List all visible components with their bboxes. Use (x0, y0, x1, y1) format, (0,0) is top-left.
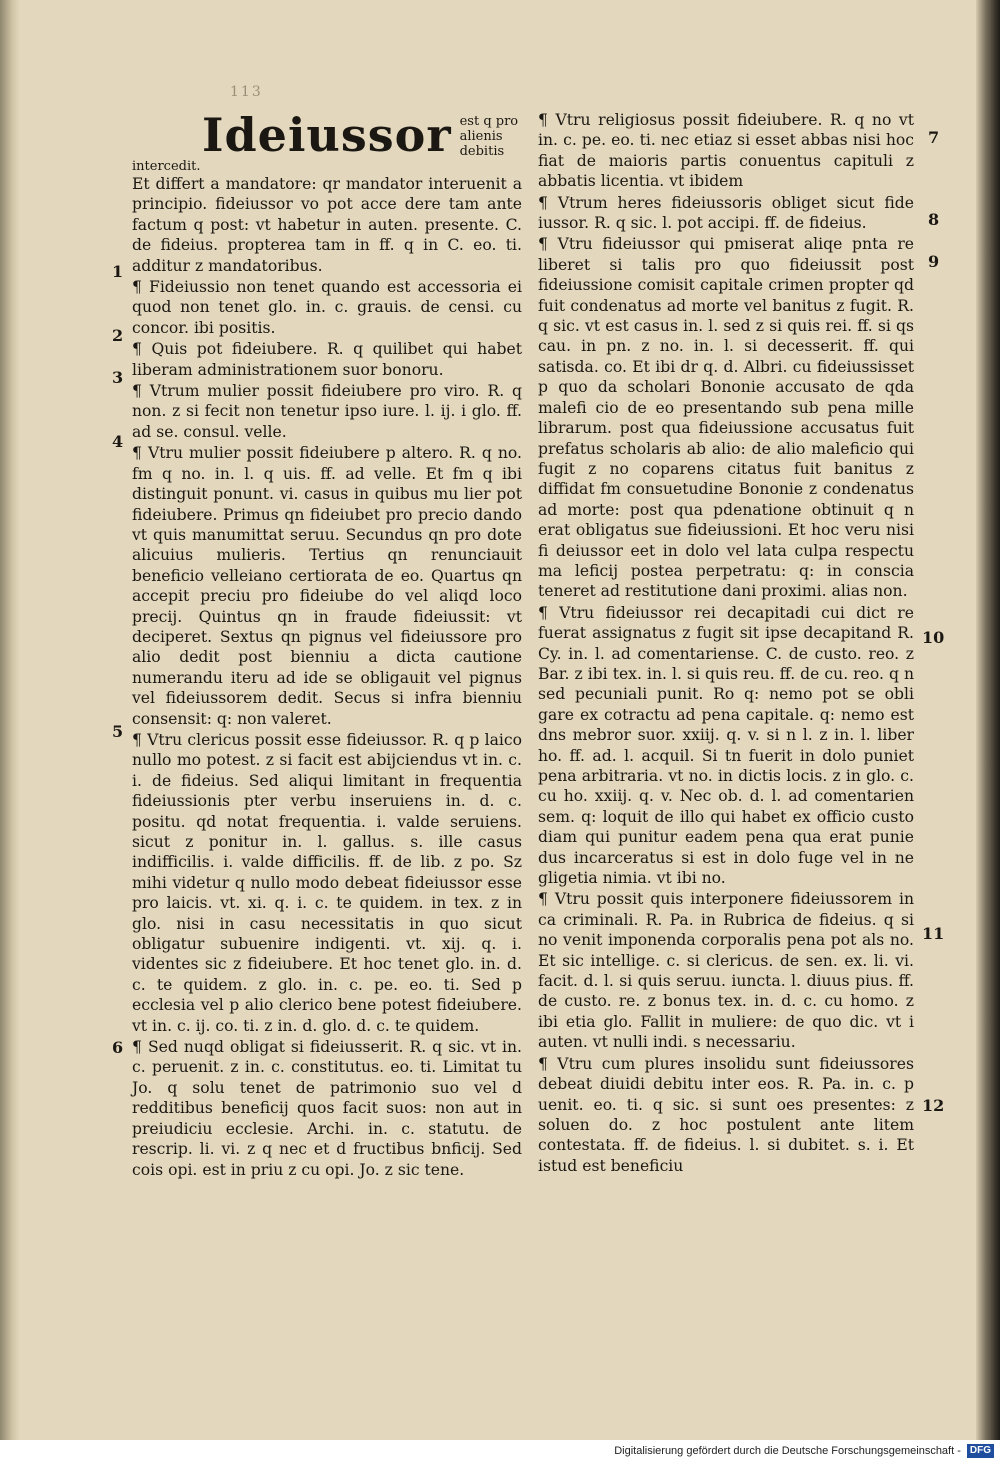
page-gutter (0, 0, 20, 1440)
footer-bar (0, 1440, 1000, 1462)
footer-credit: Digitalisierung gefördert durch die Deutsche Forschungsgemeinschaft - (614, 1445, 961, 1457)
margin-number: 4 (112, 432, 124, 451)
paragraph: ¶ Vtru fideiussor qui pmiserat aliqe pnta re liberet si talis pro quo fideiussit post fideiussione comisit capitale crimen propter qd fuit condenatus ad morte vel banitus z fugit. R. q sic. vt est casus in. l. sed z si quis rei. ff. si qs cau. in pn. z no. in. l. si decesserit. ff. qui satisda. co. Et ibi dr q. d. Albri. cu fideiussisset p quo da scholari Bononie accusato de qda malefi cio de eo presentando sub pena mille librarum. post qua fideiussione accusatus fuit prefatus scholaris ab alio: de alio maleficio qui fugit z no coparens citatus fuit banitus z diffidat fm consuetudine Bononie z condenatus ad morte: post qua pdenatione obtinuit q n erat obligatus sue fideiussioni. Et hoc veru nisi fi deiussor eet in dolo vel lata culpa respectu ma leficij postea perpetratu: q: in conscia teneret ad restitutione dani proximi. alias non. (538, 235, 914, 601)
margin-number: 9 (928, 252, 940, 271)
right-column (538, 110, 914, 1177)
margin-number: 2 (112, 326, 124, 345)
paragraph: ¶ Vtru possit quis interponere fideiussorem in ca criminali. R. Pa. in Rubrica de fideius. q si no venit imponenda corporalis pena pot als no. Et sic intellige. c. si clericus. de sen. ex. li. vi. facit. d. l. si quis seruu. iuncta. l. diuus pius. ff. de custo. re. z bonus tex. in. d. c. cu homo. z ibi etia glo. Fallit in muliere: de quo dic. vt i auten. vt nulli indi. s necessariu. (538, 890, 914, 1052)
paragraph: ¶ Vtrum heres fideiussoris obliget sicut fide iussor. R. q sic. l. pot accipi. ff. de fideius. (538, 193, 914, 233)
paragraph: Et differt a mandatore: qr mandator interuenit a principio. fideiussor vo pot acce dere tam ante factum q post: vt habetur in auten. presente. C. de fideius. propterea tam in ff. q in C. eo. ti. additur z mandatoribus. (132, 175, 522, 275)
paragraph: ¶ Vtru cum plures insolidu sunt fideiussores debeat diuidi debitu inter eos. R. Pa. in. c. p uenit. eo. ti. q sic. si sunt oes presentes: z soluen do. z hoc postulent ante litem contestata. ff. de fideius. l. si dubitet. s. i. Et istud est beneficiu (538, 1054, 914, 1175)
margin-number: 8 (928, 210, 940, 229)
paragraph: ¶ Vtru clericus possit esse fideiussor. R. q p laico nullo mo potest. z si facit est abijciendus vt in. c. i. de fideius. Sed aliqui limitant in frequentia fideiussionis pter verbu inseruiens in. d. c. positu. qd notat frequentia. i. valde seruiens. sicut z ponitur in. l. gallus. s. ille casus indifficilis. i. valde difficilis. ff. de lib. z po. Sz mihi videtur q nullo modo debeat fideiussor esse pro laicis. vt. xi. q. i. c. te quidem. in tex. z in glo. nisi in casu necessitatis in quo sicut obligatur subuenire indigenti. vt. xij. q. i. videntes sic z fideiubere. Et hoc tenet glo. in. d. c. te quidem. z glo. in. c. pe. eo. ti. Sed p ecclesia vel p alio clerico bene potest fideiubere. vt in. c. ij. co. ti. z in. d. glo. d. c. te quidem. (132, 730, 522, 1035)
paragraph: ¶ Vtru fideiussor rei decapitadi cui dict re fuerat assignatus z fugit sit ipse decapitand R. Cy. in. l. ad comentariense. C. de custo. reo. z Bar. z ibi tex. in. l. si quis reu. ff. de cu. reo. q n sed pecuniali punit. Ro q: nemo pot se obli gare ex cotractu ad pena capitale. q: nemo est dns mebror suor. xxiij. q. v. si n l. z in. l. liber ho. ff. ad. l. acquil. Si tn fuerit in dolo puniet pena arbitraria. vt no. in dictis locis. z in glo. c. cu ho. xxiij. q. v. Nec ob. d. l. ad comentarien sem. q: loquit de illo qui habet ex officio custo diam qui punitur eadem pena qua erat punie dus incarceratus si est in dolo fuge vel in ne gligetia nimia. vt ibi no. (538, 603, 914, 888)
margin-number: 12 (922, 1096, 945, 1115)
initial-word: Ideiussor (202, 110, 452, 162)
margin-number: 10 (922, 628, 945, 647)
paragraph: ¶ Sed nuqd obligat si fideiusserit. R. q sic. vt in. c. peruenit. z in. c. constitutus. eo. ti. Limitat tu Jo. q solu tenet de patrimonio suo vel d redditibus beneficij quos facit suos: non aut in preiudiciu ecclesie. Archi. in. c. statutu. de rescrip. li. vi. z q nec et d fructibus bnficij. Sed cois opi. est in priu z cu opi. Jo. z sic tene. (132, 1038, 522, 1179)
margin-number: 3 (112, 368, 124, 387)
margin-number: 5 (112, 722, 124, 741)
paragraph: ¶ Quis pot fideiubere. R. q quilibet qui habet liberam administrationem suor bonoru. (132, 340, 522, 379)
page-edge (976, 0, 1000, 1440)
folio-number: 113 (230, 84, 263, 100)
margin-number: 7 (928, 128, 940, 147)
margin-number: 6 (112, 1038, 124, 1057)
margin-number: 11 (922, 924, 945, 943)
paragraph: ¶ Vtru religiosus possit fideiubere. R. q no vt in. c. pe. eo. ti. nec etiaz si esset abbas nisi hoc fiat de maioris partis conuentus capituli z abbatis licentia. vt ibidem (538, 111, 914, 191)
dfg-logo: DFG (967, 1444, 994, 1458)
heading-block (132, 110, 522, 174)
left-column (132, 110, 522, 1181)
paragraph: ¶ Vtru mulier possit fideiubere p altero. R. q no. fm q no. in. l. q uis. ff. ad velle. Et fm q ibi distinguit ponunt. vi. casus in quibus mu lier pot fideiubere. Primus qn fideiubet pro precio dando vt quis manumittat seruu. Secundus qn pro dote alicuius mulieris. Tertius qn renunciauit beneficio velleiano certiorata de eo. Quartus qn accepit preciu pro fideiube do vel aliqd loco precij. Quintus qn in fraude fideiussit: vt deciperet. Sextus qn pignus vel fideiussore pro alio dedit post bienniu a dicta cautione numerandu iteru ad ide se obligauit vel pignus vel fideiussorem dedit. Secus si infra bienniu consensit: q: non valeret. (132, 444, 522, 728)
paragraph: ¶ Vtrum mulier possit fideiubere pro viro. R. q non. z si fecit non tenetur ipso iure. l. ij. i glo. ff. ad se. consul. velle. (132, 382, 522, 441)
paragraph: ¶ Fideiussio non tenet quando est accessoria ei quod non tenet glo. in. c. grauis. de censi. cu concor. ibi positis. (132, 278, 522, 337)
initial-aside: est q pro alienis debitis intercedit. (132, 114, 519, 174)
margin-number: 1 (112, 262, 124, 281)
